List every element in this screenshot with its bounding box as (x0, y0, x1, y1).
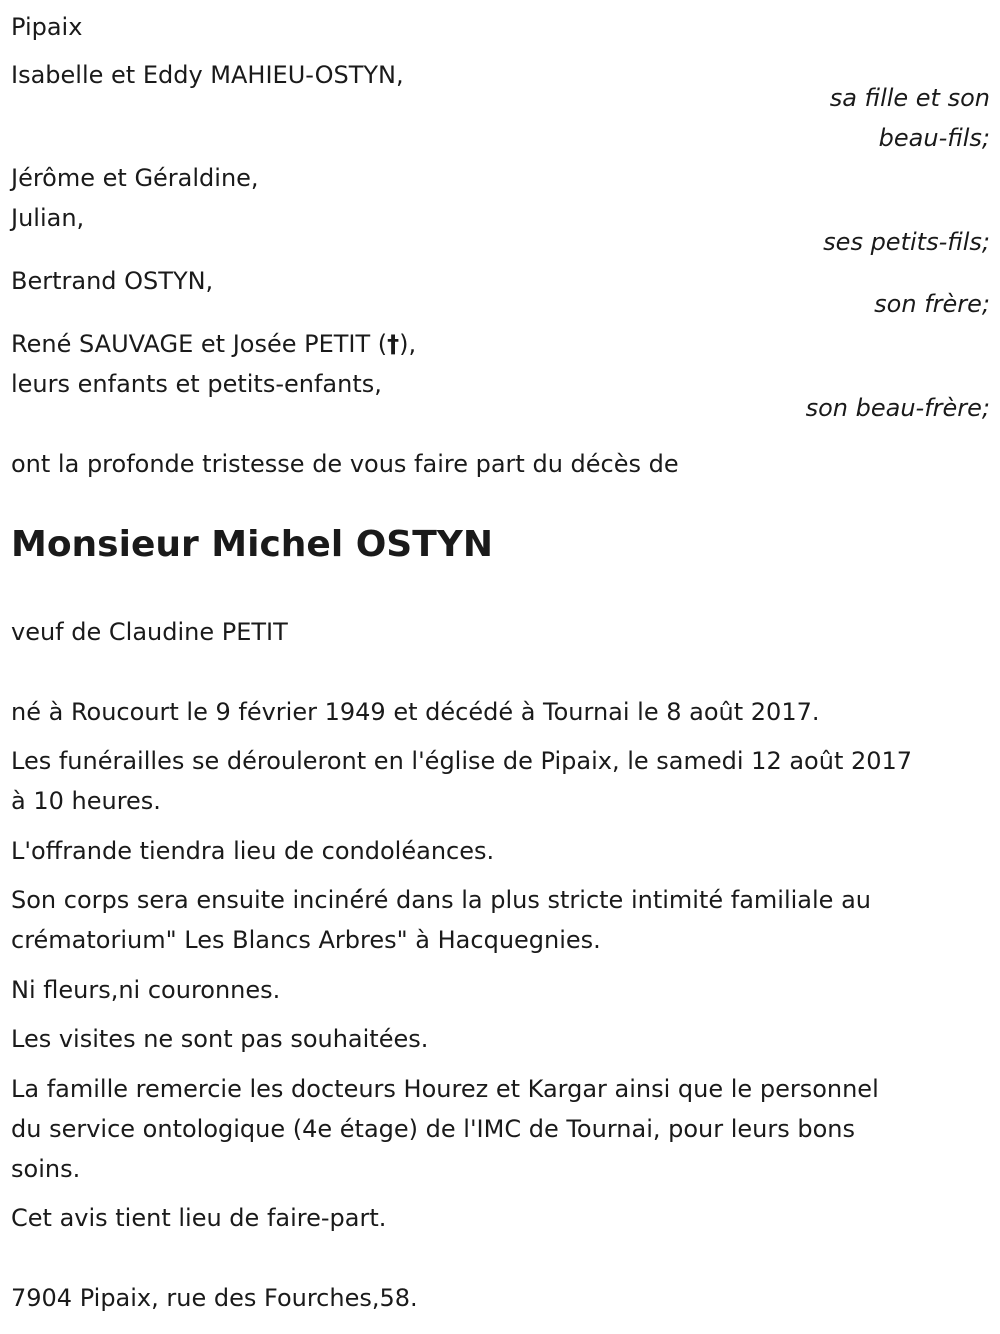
family-name (11, 329, 416, 359)
intro-text: ont la profonde tristesse de vous faire part du décès de (11, 450, 679, 478)
family-name: Bertrand OSTYN, (11, 267, 214, 295)
family-relation: son frère; (874, 290, 990, 318)
body-line: Son corps sera ensuite inciné́ré dans la plus stricte intimité familiale au (11, 886, 871, 914)
family-name: leurs enfants et petits-enfants, (11, 370, 382, 398)
body-line: crématorium" Les Blancs Arbres" à Hacquegnies. (11, 926, 601, 954)
body-line: Ni fleurs,ni couronnes. (11, 976, 281, 1004)
cross-icon: † (387, 330, 400, 358)
body-line: La famille remercie les docteurs Hourez et Kargar ainsi que le personnel (11, 1075, 879, 1103)
family-relation: sa fille et son (829, 84, 990, 112)
family-name-suffix: ), (399, 330, 417, 358)
address: 7904 Pipaix, rue des Fourches,58. (11, 1284, 418, 1312)
body-line: à 10 heures. (11, 787, 161, 815)
family-name-text: René SAUVAGE et Josée PETIT ( (11, 330, 388, 358)
family-name: Isabelle et Eddy MAHIEU-OSTYN, (11, 61, 404, 89)
family-relation: beau-fils; (878, 124, 990, 152)
family-relation: ses petits-fils; (823, 228, 990, 256)
family-name: Jérôme et Géraldine, (11, 164, 259, 192)
deceased-name: Monsieur Michel OSTYN (11, 524, 493, 565)
family-relation: son beau-frère; (805, 394, 990, 422)
body-line: Cet avis tient lieu de faire-part. (11, 1204, 387, 1232)
family-name: Julian, (11, 204, 85, 232)
body-line: Les funérailles se dérouleront en l'église de Pipaix, le samedi 12 août 2017 (11, 747, 913, 775)
body-line: Les visites ne sont pas souhaitées. (11, 1025, 429, 1053)
body-line: du service ontologique (4e étage) de l'IMC de Tournai, pour leurs bons (11, 1115, 856, 1143)
body-line: né à Roucourt le 9 février 1949 et décédé à Tournai le 8 août 2017. (11, 698, 820, 726)
body-line: soins. (11, 1155, 81, 1183)
place-header: Pipaix (11, 13, 83, 41)
widower-line: veuf de Claudine PETIT (11, 618, 288, 646)
body-line: L'offrande tiendra lieu de condoléances. (11, 837, 495, 865)
